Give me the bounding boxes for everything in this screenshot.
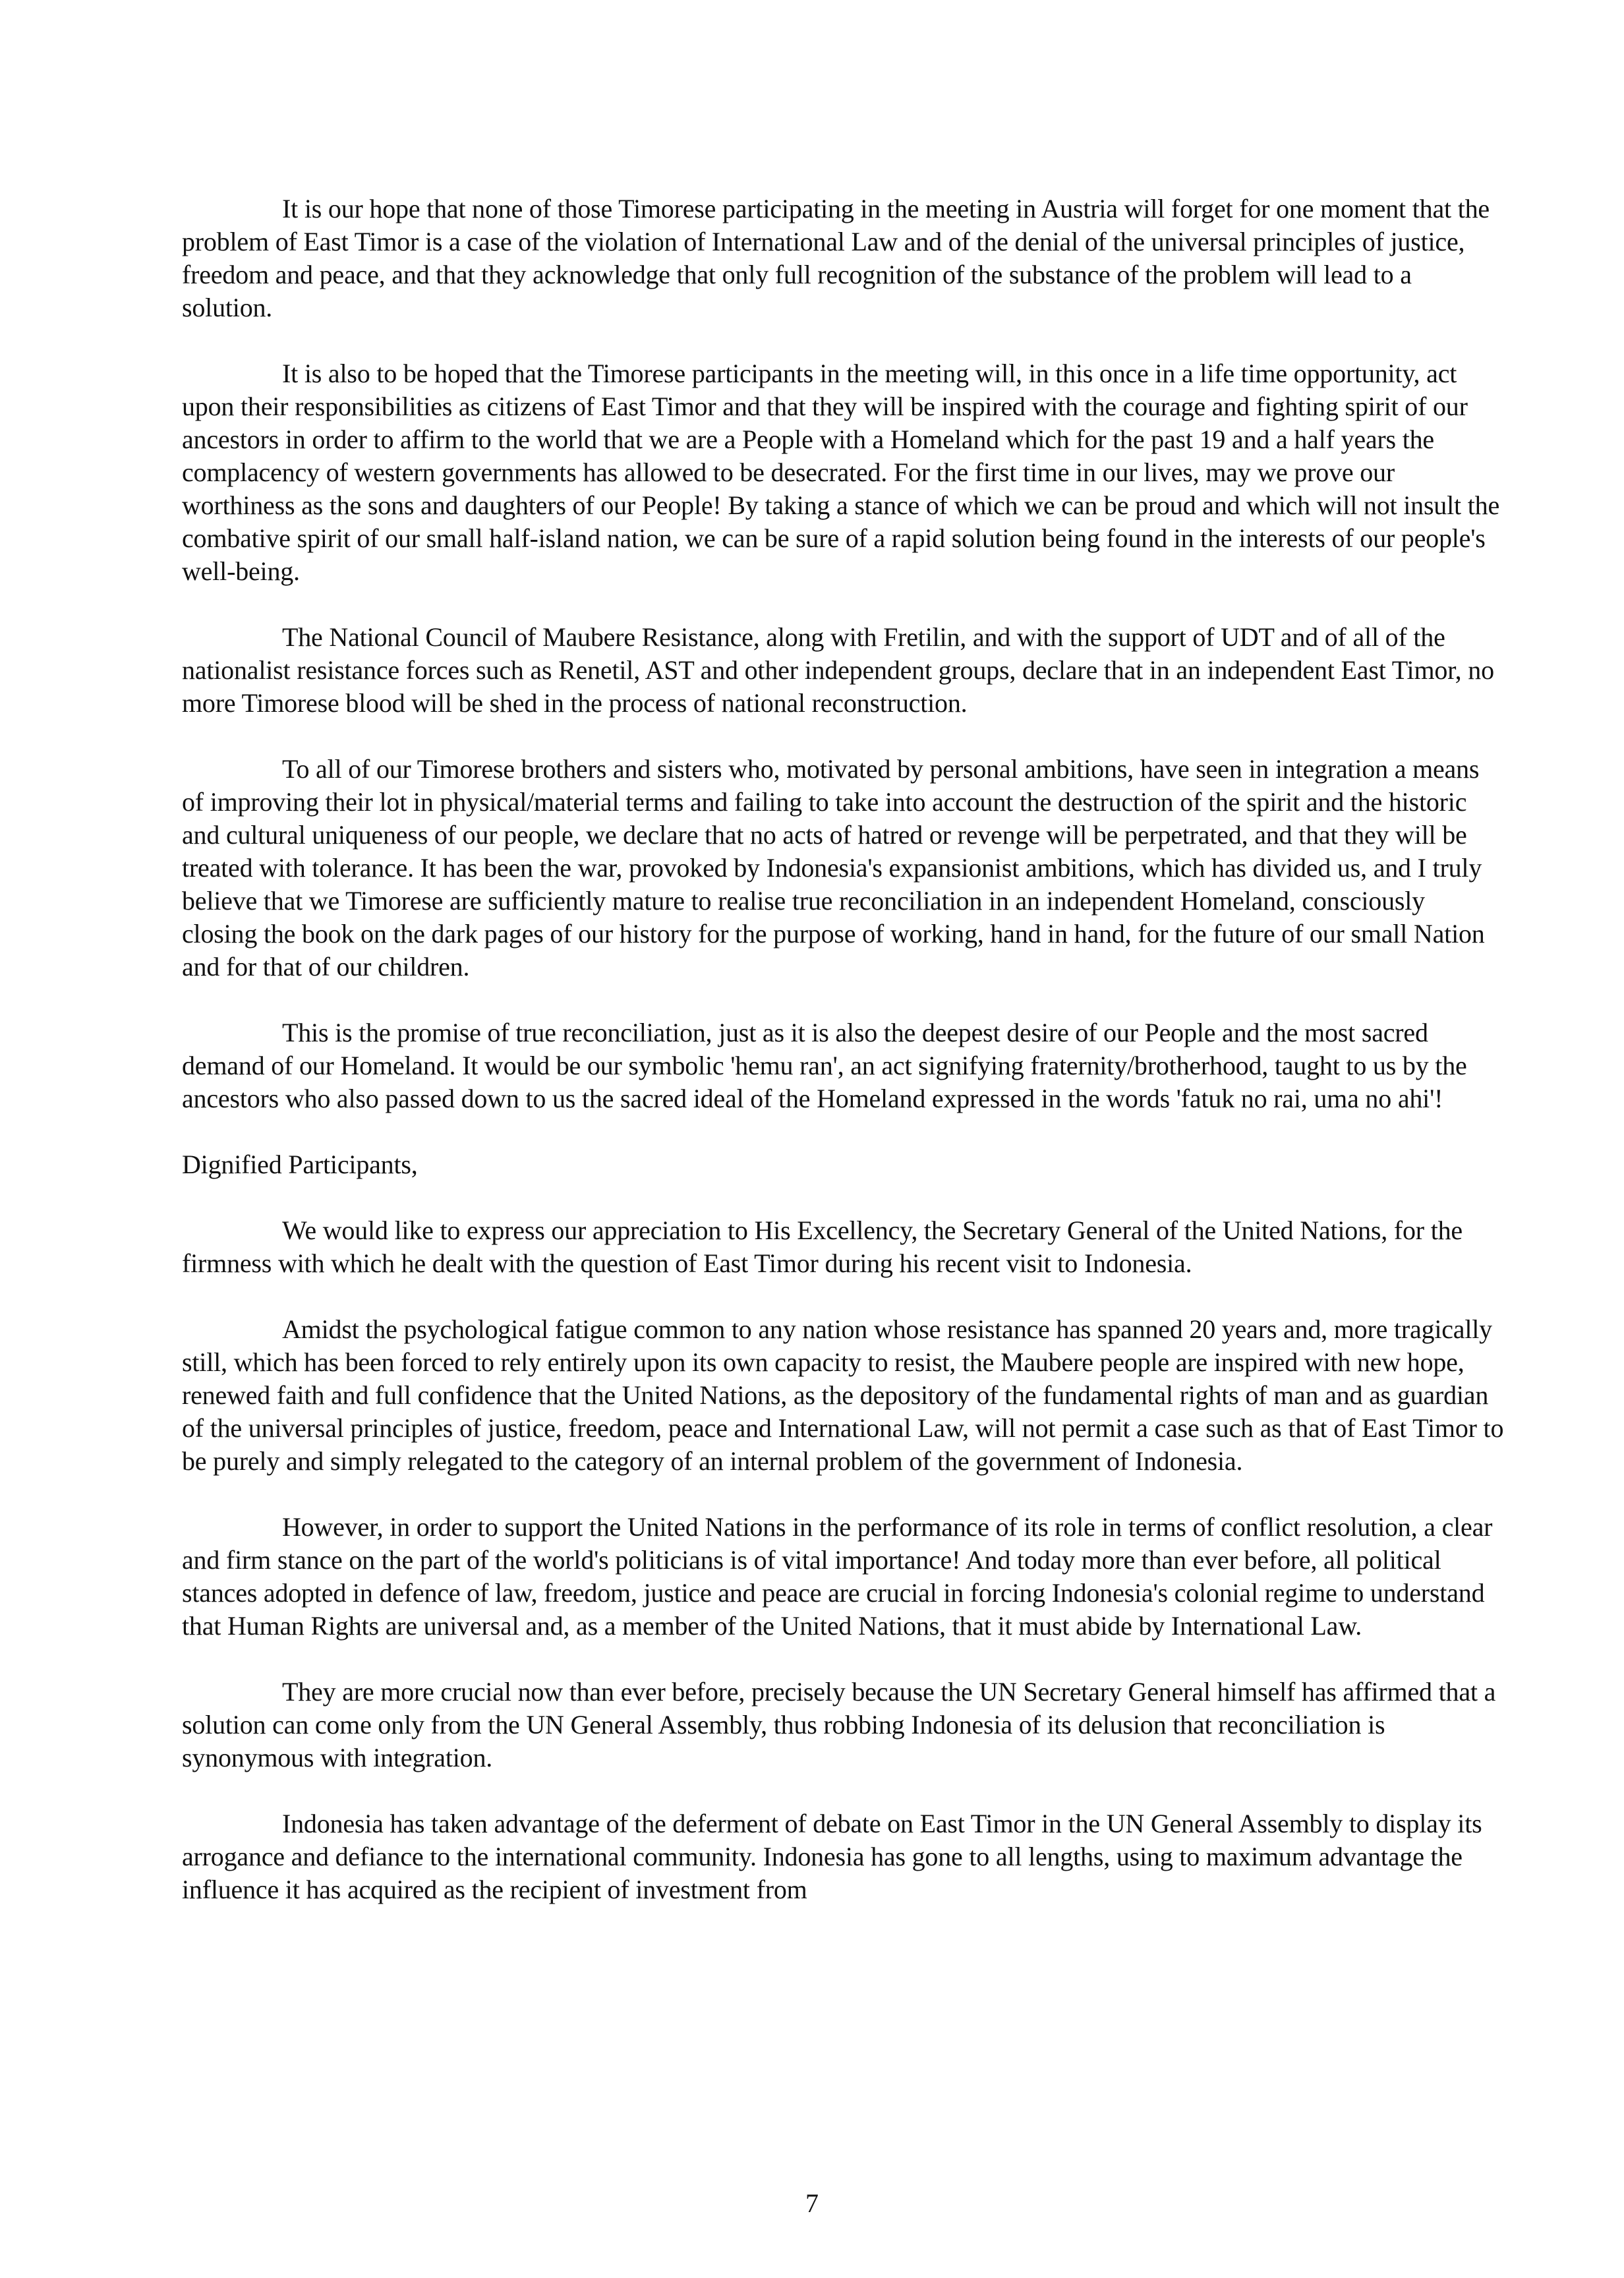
paragraph-secretary-general: We would like to express our appreciation to His Excellency, the Secretary General of the United Nations, for the firmness with which he dealt with the question of East Timor during his recent visit to Indonesia. (182, 1215, 1463, 1278)
paragraph-support-un: However, in order to support the United Nations in the performance of its role in terms of conflict resolution, a clear and firm stance on the part of the world's politicians is of vital importance! And today more than ever before, all political stances adopted in defence of law, freedom, justice and peace are crucial in forcing Indonesia's colonial regime to understand that Human Rights are universal and, as a member of the United Nations, that it must abide by International Law. (182, 1512, 1493, 1641)
document-body (182, 192, 1505, 1939)
paragraph-more-crucial: They are more crucial now than ever before, precisely because the UN Secretary General himself has affirmed that a solution can come only from the UN General Assembly, thus robbing Indonesia of its delusion that reconciliation is synonymous with integration. (182, 1677, 1496, 1772)
paragraph-timorese-participants: It is also to be hoped that the Timorese participants in the meeting will, in this once in a life time opportunity, act upon their responsibilities as citizens of East Timor and that they will be inspired with the courage and fighting spirit of our ancestors in order to affirm to the world that we are a People with a Homeland which for the past 19 and a half years the complacency of western governments has allowed to be desecrated. For the first time in our lives, may we prove our worthiness as the sons and daughters of our People! By taking a stance of which we can be proud and which will not insult the combative spirit of our small half-island nation, we can be sure of a rapid solution being found in the interests of our people's well-being. (182, 359, 1500, 586)
paragraph-indonesia-advantage: Indonesia has taken advantage of the deferment of debate on East Timor in the UN General Assembly to display its arrogance and defiance to the international community. Indonesia has gone to all lengths, using to maximum advantage the influence it has acquired as the recipient of investment from (182, 1809, 1482, 1904)
paragraph-national-council: The National Council of Maubere Resistance, along with Fretilin, and with the support of UDT and of all of the nationalist resistance forces such as Renetil, AST and other independent groups, declare that in an independent East Timor, no more Timorese blood will be shed in the process of national reconstruction. (182, 622, 1494, 718)
paragraph-hope-austria: It is our hope that none of those Timorese participating in the meeting in Austria will forget for one moment that the problem of East Timor is a case of the violation of International Law and of the denial of the universal principles of justice, freedom and peace, and that they acknowledge that only full recognition of the substance of the problem will lead to a solution. (182, 194, 1490, 322)
page-number: 7 (805, 2188, 819, 2218)
salutation: Dignified Participants, (182, 1150, 418, 1179)
paragraph-brothers-sisters: To all of our Timorese brothers and sisters who, motivated by personal ambitions, have seen in integration a means of improving their lot in physical/material terms and failing to take into account the destruction of the spirit and the historic and cultural uniqueness of our people, we declare that no acts of hatred or revenge will be perpetrated, and that they will be treated with tolerance. It has been the war, provoked by Indonesia's expansionist ambitions, which has divided us, and I truly believe that we Timorese are sufficiently mature to realise true reconciliation in an independent Homeland, consciously closing the book on the dark pages of our history for the purpose of working, hand in hand, for the future of our small Nation and for that of our children. (182, 754, 1485, 981)
paragraph-psychological-fatigue: Amidst the psychological fatigue common to any nation whose resistance has spanned 20 years and, more tragically still, which has been forced to rely entirely upon its own capacity to resist, the Maubere people are inspired with new hope, renewed faith and full confidence that the United Nations, as the depository of the fundamental rights of man and as guardian of the universal principles of justice, freedom, peace and International Law, will not permit a case such as that of East Timor to be purely and simply relegated to the category of an internal problem of the government of Indonesia. (182, 1314, 1504, 1476)
paragraph-reconciliation-promise: This is the promise of true reconciliation, just as it is also the deepest desire of our People and the most sacred demand of our Homeland. It would be our symbolic 'hemu ran', an act signifying fraternity/brotherhood, taught to us by the ancestors who also passed down to us the sacred ideal of the Homeland expressed in the words 'fatuk no rai, uma no ahi'! (182, 1018, 1467, 1113)
